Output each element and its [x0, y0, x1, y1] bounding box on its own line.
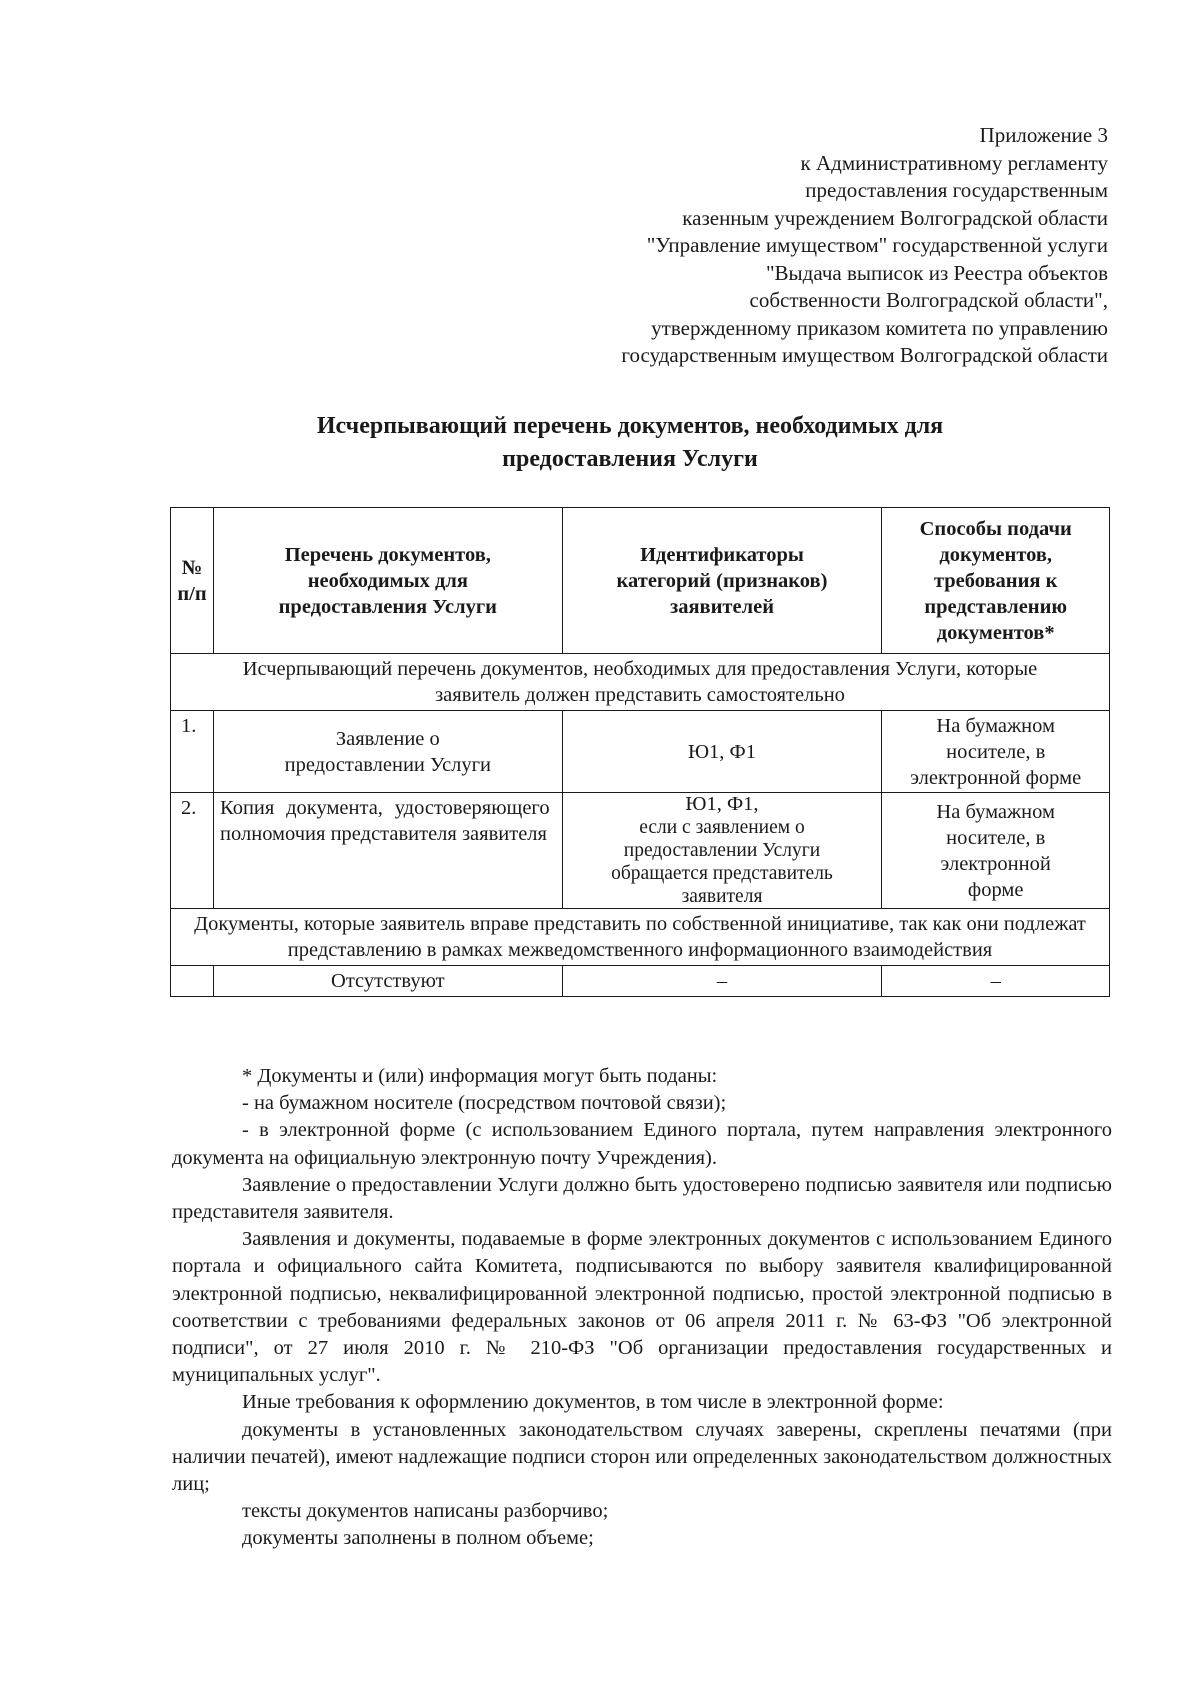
section-title-initiative: Документы, которые заявитель вправе представить по собственной инициативе, так как они подлежат представлению в рамках межведомственного информационного взаимодействия [171, 909, 1110, 966]
documents-table [170, 507, 1110, 997]
paragraph: Заявление о предоставлении Услуги должно быть удостоверено подписью заявителя или подписью представителя заявителя. [172, 1173, 1112, 1224]
row-num: 1. [171, 711, 214, 793]
row-ids [562, 793, 882, 909]
row-doc: Отсутствуют [214, 966, 563, 997]
paragraph: Иные требования к оформлению документов, в том числе в электронной форме: [242, 1391, 944, 1414]
header-line: к Административному регламенту [800, 150, 1108, 175]
header-line: Приложение 3 [979, 123, 1108, 147]
table-header-row [171, 508, 1110, 654]
header-line: собственности Волгоградской области", [749, 288, 1108, 312]
appendix-header [488, 122, 1108, 370]
row-ids-rest: если с заявлением о предоставлении Услуги обращается представитель заявителя [611, 817, 833, 907]
table-row [171, 711, 1110, 793]
header-num: № п/п [171, 508, 214, 654]
paragraph: документы в установленных законодательством случаях заверены, скреплены печатями (при наличии печатей), имеют надлежащие подписи сторон или определенных законодательством должностных лиц; [172, 1418, 1112, 1496]
document-title [170, 410, 1090, 476]
paragraph: Заявления и документы, подаваемые в форме электронных документов с использованием Единого портала и официального сайта Комитета, подписываются по выбору заявителя квалифицированной электронной подписью, неквалифицированной электронной подписью, простой электронной подписью в соответствии с требованиями федеральных законов от 06 апреля 2011 г. № 63-ФЗ "Об электронной подписи", от 27 июля 2010 г. № 210-ФЗ "Об организации предоставления государственных и муниципальных услуг". [172, 1228, 1112, 1387]
document-body [172, 1063, 1112, 1553]
section-row [171, 909, 1110, 966]
title-line-2: предоставления Услуги [502, 446, 758, 472]
table-row [171, 966, 1110, 997]
section-row [171, 654, 1110, 711]
paragraph: документы заполнены в полном объеме; [242, 1527, 594, 1550]
header-docs: Перечень документов, необходимых для предоставления Услуги [214, 508, 563, 654]
row-num [171, 966, 214, 997]
paragraph: тексты документов написаны разборчиво; [242, 1500, 609, 1523]
header-ways: Способы подачи документов, требования к представлению документов* [882, 508, 1110, 654]
row-ids: – [562, 966, 882, 997]
paragraph: * Документы и (или) информация могут быть поданы: [242, 1065, 718, 1087]
header-line: "Управление имуществом" государственной услуги [646, 233, 1108, 257]
header-line: предоставления государственным [805, 178, 1108, 202]
row-way: На бумажном носителе, в электронной форме [882, 711, 1110, 793]
section-title-self: Исчерпывающий перечень документов, необходимых для предоставления Услуги, которые заявитель должен представить самостоятельно [171, 654, 1110, 711]
row-doc: Копия документа, удостоверяющего полномочия представителя заявителя [214, 793, 563, 909]
header-line: государственным имуществом Волгоградской области [621, 343, 1108, 367]
header-line: утвержденному приказом комитета по управлению [651, 315, 1108, 340]
row-ids: Ю1, Ф1 [562, 711, 882, 793]
paragraph: - в электронной форме (с использованием Единого портала, путем направления электронного документа на официальную электронную почту Учреждения). [172, 1119, 1112, 1169]
header-line: казенным учреждением Волгоградской области [682, 205, 1108, 230]
row-way: На бумажном носителе, в электронной форме [882, 793, 1110, 909]
row-num: 2. [171, 793, 214, 909]
table-row [171, 793, 1110, 909]
row-doc: Заявление о предоставлении Услуги [214, 711, 563, 793]
title-line-1: Исчерпывающий перечень документов, необходимых для [316, 413, 944, 439]
header-ids: Идентификаторы категорий (признаков) заявителей [562, 508, 882, 654]
paragraph: - на бумажном носителе (посредством почтовой связи); [242, 1092, 727, 1115]
row-way: – [882, 966, 1110, 997]
row-ids-line1: Ю1, Ф1, [685, 793, 759, 815]
header-line: "Выдача выписок из Реестра объектов [765, 260, 1108, 285]
